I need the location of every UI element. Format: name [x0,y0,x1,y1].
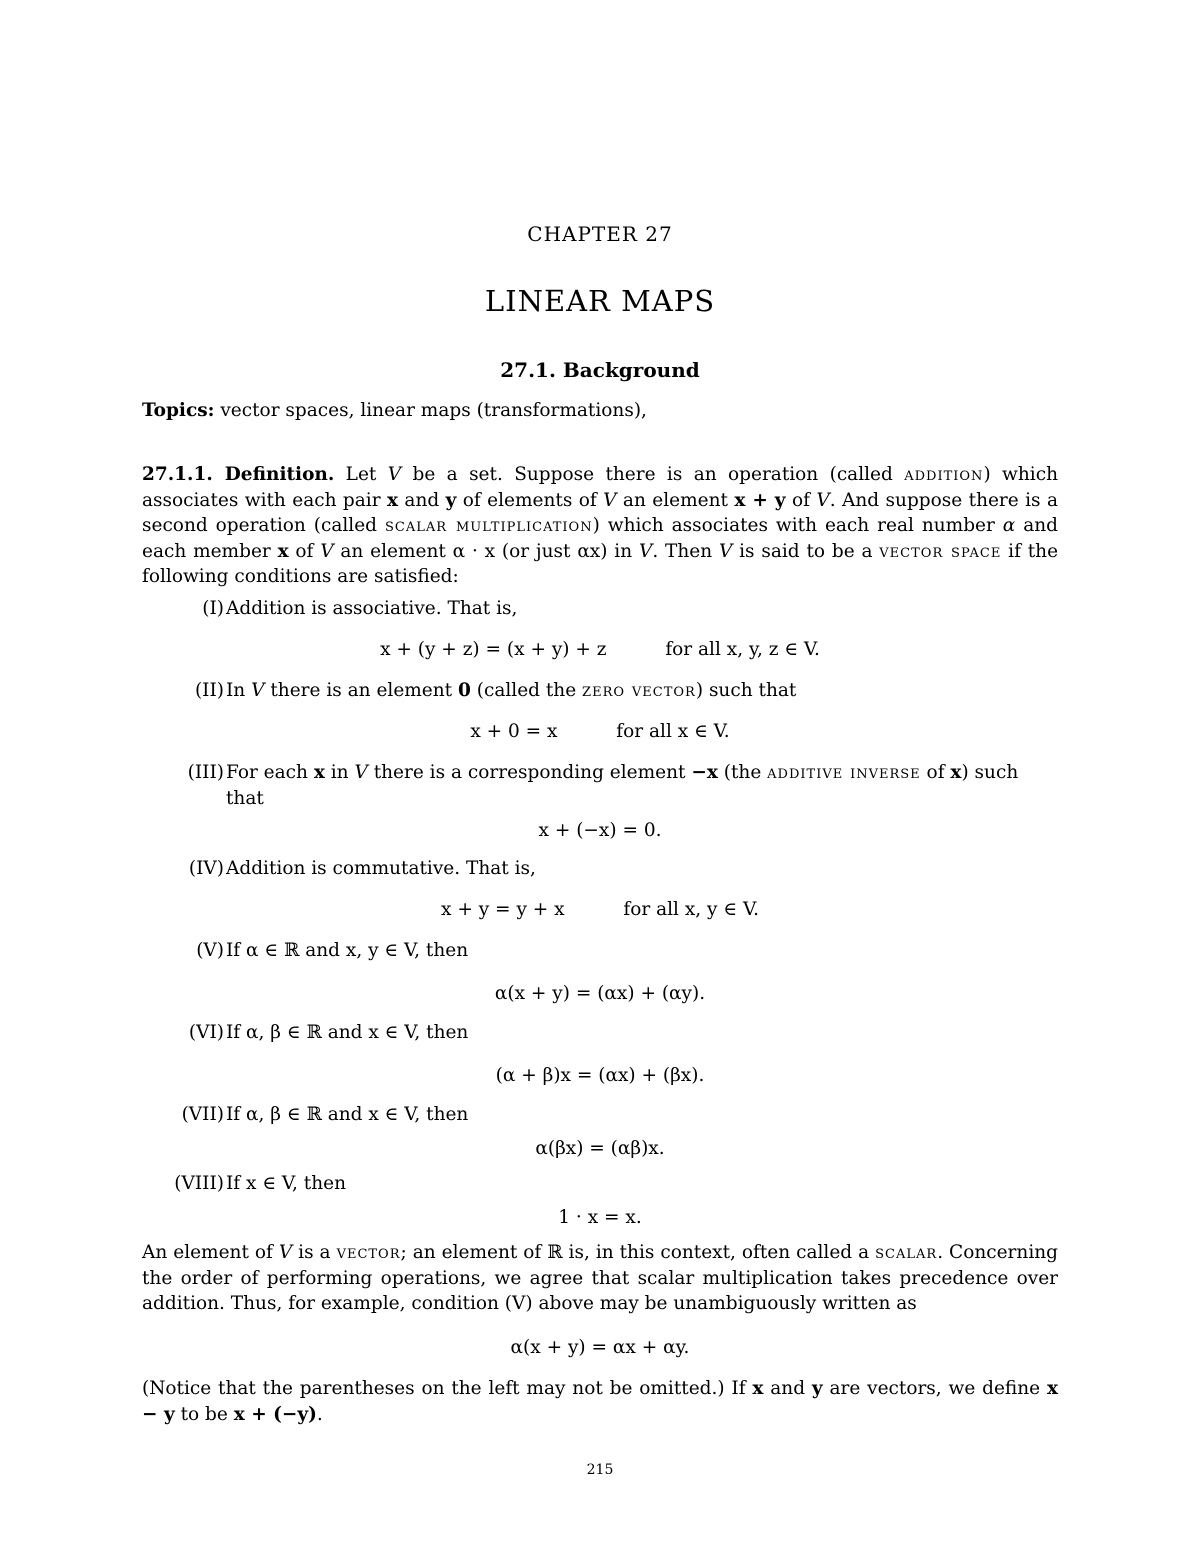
condition-text: If α, β ∈ ℝ and x ∈ V, then [226,1104,469,1125]
paragraph-text: (Notice that the parentheses on the left may not be omitted.) If [142,1378,753,1399]
term-scalar-multiplication: scalar multiplication [384,515,593,536]
section-title: 27.1. Background [500,358,700,382]
definition-text: ) in [600,540,639,562]
condition-text-part: In [226,680,252,701]
condition-text [226,678,1060,704]
page-number: 215 [586,1462,614,1478]
math-V: V [251,680,265,701]
paragraph-text: and [763,1378,812,1399]
equation-associative: x + (y + z) = (x + y) + z for all x, y, z ∈ V. [380,639,820,660]
definition-label: 27.1.1. Definition. [142,464,335,485]
paragraph-text: is a [292,1242,337,1263]
condition-text: If x ∈ V, then [226,1173,347,1194]
condition-text: If α, β ∈ ℝ and x ∈ V, then [226,1022,469,1043]
term-scalar: scalar [875,1242,938,1263]
condition-number: (VII) [181,1104,224,1125]
condition-text-part: there is an element [264,680,458,701]
math-alpha: α [1002,515,1016,536]
definition-text: and [398,489,446,511]
condition-text-part: of [920,762,951,783]
condition-text-part: in [324,762,355,783]
topics-text: vector spaces, linear maps (transformations), [220,400,647,421]
condition-number: (IV) [188,858,224,879]
definition-text: an element [616,489,735,511]
definition-text: Let [334,464,388,485]
math-x: x [950,762,962,783]
equation-zero: x + 0 = x for all x ∈ V. [470,721,730,742]
math-x-plus-neg-y: x + (−y) [233,1403,317,1425]
definition-text: be a set. Suppose there is an operation (called [401,464,905,485]
definition-text: ) which associates with each real number [592,515,1003,536]
paragraph-text: . [316,1403,323,1425]
term-vector: vector [336,1242,401,1263]
condition-text-part: ) such that [226,762,1019,809]
condition-text-part: (the [717,762,768,783]
math-x-minus-y: x − y [142,1378,1058,1425]
term-addition: addition [904,464,984,485]
equation-inverse: x + (−x) = 0. [538,820,662,841]
condition-text-part: ) such that [695,680,797,701]
paragraph-text: are vectors, we define [822,1378,1047,1399]
math-V: V [320,540,334,562]
paragraph-text: An element of [142,1242,279,1263]
condition-number: (VI) [188,1022,224,1043]
math-x: x [313,762,325,783]
definition-text: of [785,489,817,511]
math-V: V [638,540,653,562]
definition-text: is said to be a [732,540,880,562]
condition-number: (I) [202,598,224,619]
math-V: V [603,489,617,511]
math-x: x [386,489,398,511]
definition-paragraph [142,462,1058,590]
chapter-title: LINEAR MAPS [484,284,716,318]
math-x-plus-y: x + y [734,489,786,511]
equation-distributive-vectors: α(x + y) = (αx) + (αy). [494,983,706,1004]
math-x: x [752,1378,764,1399]
condition-text: Addition is associative. That is, [226,598,518,619]
condition-number: (III) [187,762,224,783]
math-V: V [278,1242,293,1263]
term-vector-space: vector space [879,540,1002,562]
definition-text: an element [333,540,453,562]
math-V: V [718,540,733,562]
topics-line [142,398,1058,424]
math-neg-x: −x [691,762,718,783]
term-additive-inverse: additive inverse [767,762,921,783]
definition-text: . And suppose there is a second operation (called [142,489,1058,536]
vector-scalar-paragraph [142,1240,1058,1317]
condition-number: (VIII) [174,1173,224,1194]
math-V: V [354,762,368,783]
definition-text: (or just [495,540,578,562]
chapter-label: CHAPTER 27 [527,222,673,246]
equation-identity: 1 · x = x. [558,1207,642,1228]
math-zero-vector: 0 [458,680,471,701]
equation-associative-scalars: α(βx) = (αβ)x. [535,1138,665,1159]
paragraph-text: ; an element of ℝ is, in this context, often called a [400,1242,876,1263]
condition-text [226,760,1060,811]
math-alpha-dot-x: α · x [452,540,496,562]
condition-text: If α ∈ ℝ and x, y ∈ V, then [226,940,469,961]
math-x: x [277,540,289,562]
condition-text-part: For each [226,762,314,783]
condition-text-part: there is a corresponding element [367,762,692,783]
math-V: V [387,464,402,485]
definition-text: of [288,540,321,562]
condition-text-part: (called the [470,680,583,701]
condition-text: Addition is commutative. That is, [226,858,536,879]
term-zero-vector: zero vector [582,680,696,701]
topics-label: Topics: [142,400,215,421]
equation-condition-V-rewritten: α(x + y) = αx + αy. [510,1337,690,1358]
math-alpha-x: αx [577,540,601,562]
subtraction-definition-paragraph [142,1376,1058,1427]
condition-number: (V) [196,940,224,961]
condition-number: (II) [194,680,224,701]
paragraph-text: . Concerning the order of performing operations, we agree that scalar multiplication takes precedence over addition. Thus, for example, condition (V) above may be unambiguously written as [142,1242,1058,1314]
equation-distributive-scalars: (α + β)x = (αx) + (βx). [495,1065,705,1086]
definition-text: ) which associates with each pair [142,464,1058,511]
definition-text: . Then [652,540,719,562]
math-V: V [816,489,830,511]
equation-commutative: x + y = y + x for all x, y ∈ V. [441,899,759,920]
definition-text: if the following conditions are satisfied: [142,540,1059,587]
definition-text: of elements of [456,489,604,511]
math-y: y [445,489,457,511]
paragraph-text: to be [174,1403,234,1425]
definition-text: and each member [142,515,1059,562]
math-y: y [811,1378,823,1399]
